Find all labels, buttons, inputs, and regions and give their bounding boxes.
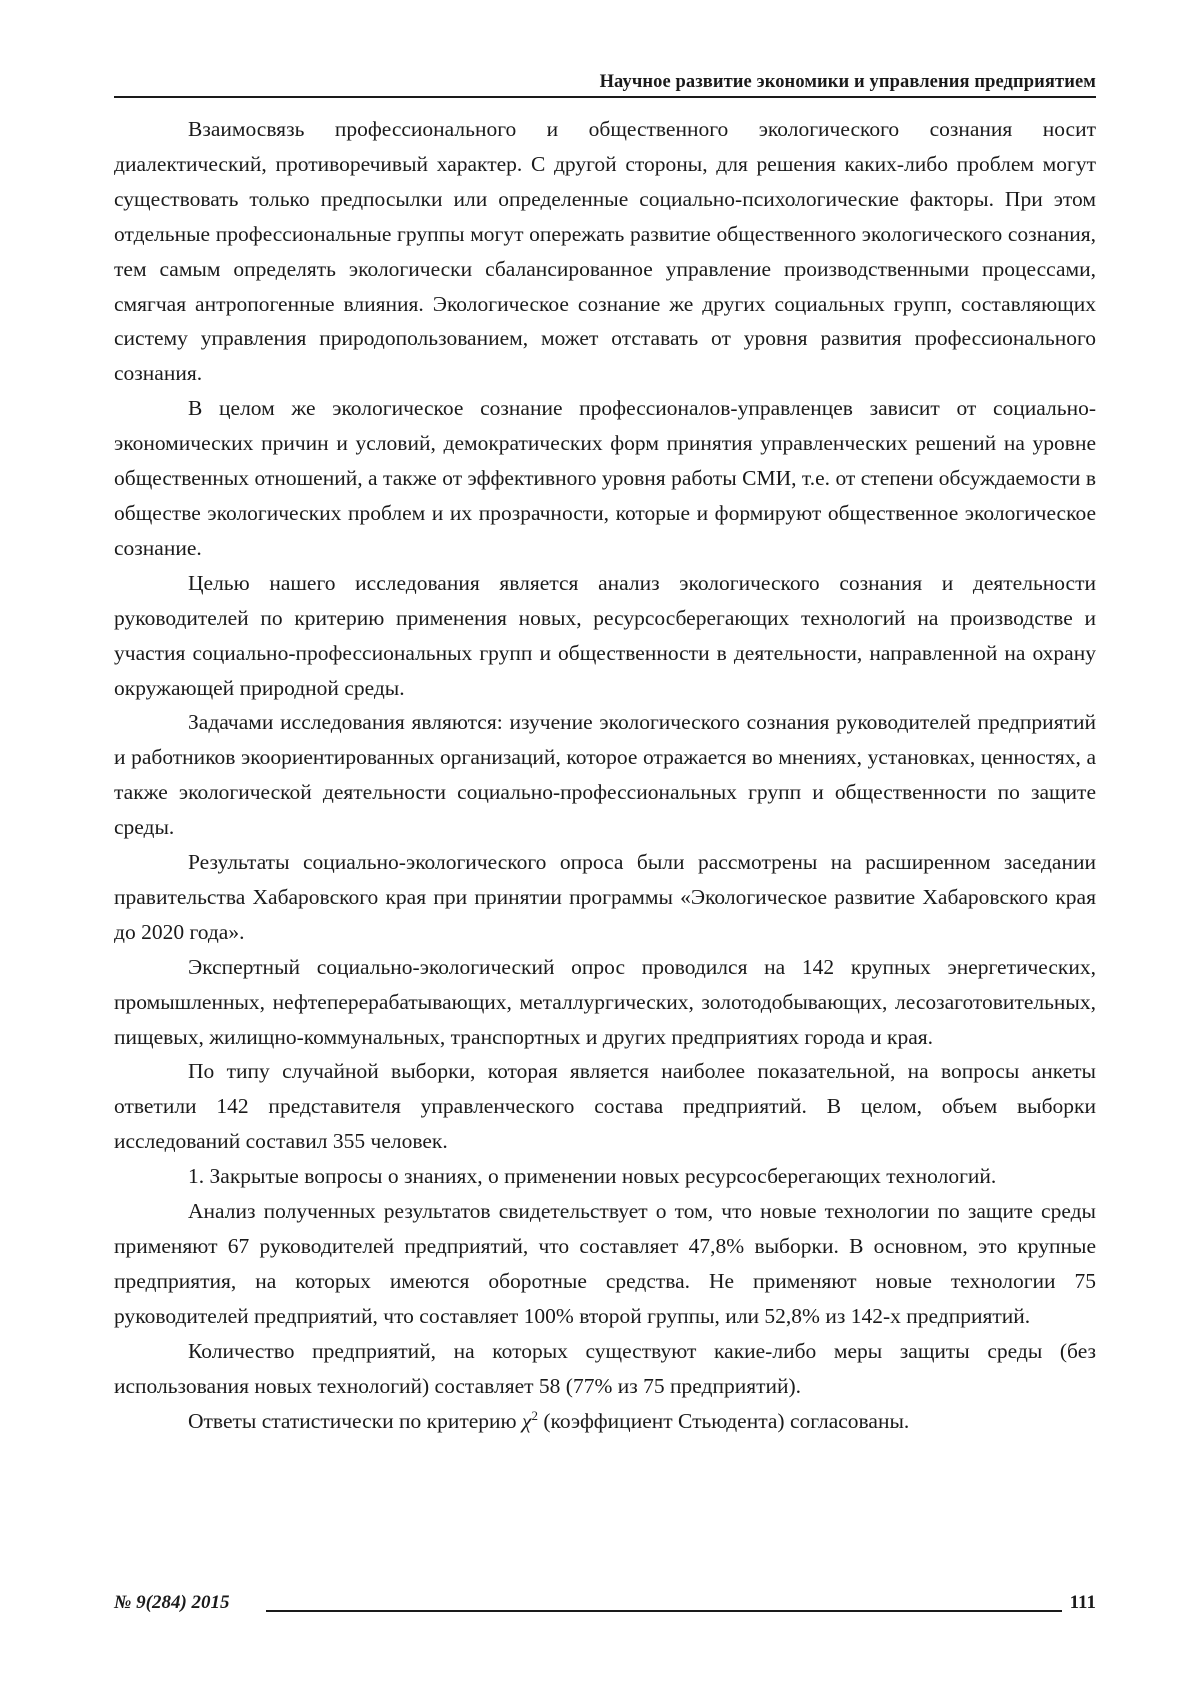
chi-superscript: 2 xyxy=(531,1407,538,1422)
paragraph: Экспертный социально-экологический опрос проводился на 142 крупных энергетических, промышленных, нефтеперерабатывающих, металлургических, золотодобывающих, лесозаготовительных, пищевых, жилищно-коммунальных, транспортных и других предприятиях города и края. xyxy=(114,950,1096,1055)
article-body xyxy=(114,112,1096,1438)
paragraph: Задачами исследования являются: изучение экологического сознания руководителей предприятий и работников экоориентированных организаций, которое отражается во мнениях, установках, ценностях, а также экологической деятельности социально-профессиональных групп и общественности по защите среды. xyxy=(114,705,1096,845)
paragraph: Целью нашего исследования является анализ экологического сознания и деятельности руководителей по критерию применения новых, ресурсосберегающих технологий на производстве и участия социально-профессиональных групп и общественности в деятельности, направленной на охрану окружающей природной среды. xyxy=(114,566,1096,706)
page-number: 111 xyxy=(1070,1592,1096,1614)
paragraph: По типу случайной выборки, которая является наиболее показательной, на вопросы анкеты ответили 142 представителя управленческого состава предприятий. В целом, объем выборки исследований составил 355 человек. xyxy=(114,1054,1096,1159)
paragraph: Количество предприятий, на которых существуют какие-либо меры защиты среды (без использования новых технологий) составляет 58 (77% из 75 предприятий). xyxy=(114,1334,1096,1404)
journal-section-title: Научное развитие экономики и управления предприятием xyxy=(600,72,1096,93)
page-footer xyxy=(114,1588,1096,1618)
paragraph: В целом же экологическое сознание профессионалов-управленцев зависит от социально-экономических причин и условий, демократических форм принятия управленческих решений на уровне общественных отношений, а также от эффективного уровня работы СМИ, т.е. от степени обсуждаемости в обществе экологических проблем и их прозрачности, которые и формируют общественное экологическое сознание. xyxy=(114,391,1096,566)
issue-number: № 9(284) 2015 xyxy=(114,1592,230,1614)
paragraph: Взаимосвязь профессионального и общественного экологического сознания носит диалектический, противоречивый характер. С другой стороны, для решения каких-либо проблем могут существовать только предпосылки или определенные социально-психологические факторы. При этом отдельные профессиональные группы могут опережать развитие общественного экологического сознания, тем самым определять экологически сбалансированное управление производственными процессами, смягчая антропогенные влияния. Экологическое сознание же других социальных групп, составляющих систему управления природопользованием, может отставать от уровня развития профессионального сознания. xyxy=(114,112,1096,391)
chi-symbol: χ xyxy=(522,1409,531,1433)
paragraph: Результаты социально-экологического опроса были рассмотрены на расширенном заседании правительства Хабаровского края при принятии программы «Экологическое развитие Хабаровского края до 2020 года». xyxy=(114,845,1096,950)
chi-text-after: (коэффициент Стьюдента) согласованы. xyxy=(538,1409,909,1433)
chi-text-before: Ответы статистически по критерию xyxy=(188,1409,522,1433)
paragraph-chi-square xyxy=(114,1404,1096,1439)
paragraph: 1. Закрытые вопросы о знаниях, о применении новых ресурсосберегающих технологий. xyxy=(114,1159,1096,1194)
running-header xyxy=(114,66,1096,98)
paragraph: Анализ полученных результатов свидетельствует о том, что новые технологии по защите среды применяют 67 руководителей предприятий, что составляет 47,8% выборки. В основном, это крупные предприятия, на которых имеются оборотные средства. Не применяют новые технологии 75 руководителей предприятий, что составляет 100% второй группы, или 52,8% из 142-х предприятий. xyxy=(114,1194,1096,1334)
footer-divider xyxy=(266,1610,1062,1612)
